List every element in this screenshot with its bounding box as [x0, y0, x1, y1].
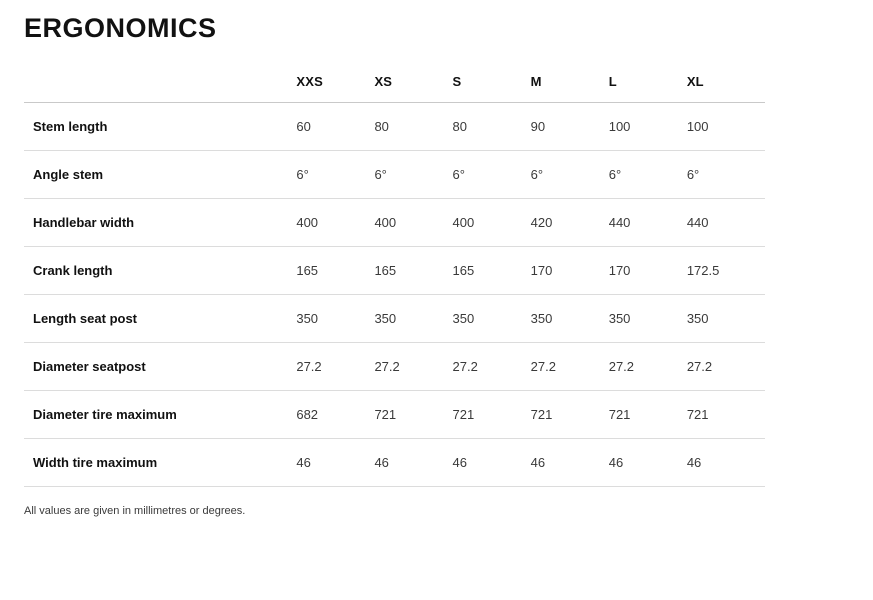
page-title: ERGONOMICS: [24, 13, 217, 43]
cell-value: 721: [686, 407, 709, 422]
table-footnote: All values are given in millimetres or degrees.: [24, 505, 246, 517]
cell-value: 46: [296, 455, 311, 470]
column-header-m: M: [530, 74, 542, 89]
cell-value: 27.2: [608, 359, 635, 374]
cell-value: 721: [530, 407, 553, 422]
cell-value: 80: [452, 119, 467, 134]
row-label: Diameter seatpost: [33, 359, 146, 374]
row-label: Angle stem: [33, 167, 104, 182]
cell-value: 721: [374, 407, 397, 422]
cell-value: 27.2: [686, 359, 713, 374]
cell-value: 400: [374, 215, 397, 230]
cell-value: 80: [374, 119, 389, 134]
cell-value: 400: [452, 215, 475, 230]
table-row: [24, 295, 765, 343]
cell-value: 420: [530, 215, 553, 230]
ergonomics-table: [24, 74, 765, 487]
row-label: Length seat post: [33, 311, 138, 326]
cell-value: 46: [686, 455, 702, 470]
cell-value: 46: [608, 455, 624, 470]
row-label: Diameter tire maximum: [33, 407, 177, 422]
cell-value: 90: [530, 119, 546, 134]
cell-value: 27.2: [296, 359, 322, 374]
cell-value: 350: [608, 311, 631, 326]
table-row: [24, 247, 765, 295]
cell-value: 46: [530, 455, 546, 470]
column-header-xs: XS: [374, 74, 393, 89]
cell-value: 6°: [296, 167, 309, 182]
cell-value: 682: [296, 407, 319, 422]
cell-value: 721: [608, 407, 631, 422]
cell-value: 170: [530, 263, 553, 278]
cell-value: 165: [452, 263, 475, 278]
table-corner-header: [24, 74, 296, 103]
cell-value: 6°: [686, 167, 700, 182]
cell-value: 6°: [374, 167, 387, 182]
cell-value: 6°: [452, 167, 465, 182]
cell-value: 350: [296, 311, 319, 326]
table-row: [24, 151, 765, 199]
cell-value: 350: [530, 311, 553, 326]
row-label: Width tire maximum: [33, 455, 158, 470]
table-body: [24, 103, 765, 487]
column-header-xxs: XXS: [296, 74, 323, 89]
cell-value: 440: [686, 215, 709, 230]
cell-value: 350: [374, 311, 397, 326]
column-header-s: S: [452, 74, 462, 89]
cell-value: 165: [296, 263, 319, 278]
cell-value: 27.2: [374, 359, 400, 374]
row-label: Stem length: [33, 119, 108, 134]
cell-value: 6°: [608, 167, 622, 182]
cell-value: 721: [452, 407, 475, 422]
cell-value: 27.2: [530, 359, 556, 374]
table-row: [24, 391, 765, 439]
table-row: [24, 343, 765, 391]
cell-value: 46: [374, 455, 389, 470]
table-row: [24, 439, 765, 487]
column-header-l: L: [608, 74, 617, 89]
cell-value: 46: [452, 455, 467, 470]
cell-value: 350: [686, 311, 709, 326]
table-header: [24, 74, 765, 103]
table-header-row: [24, 74, 765, 103]
column-header-xl: XL: [686, 74, 704, 89]
cell-value: 100: [686, 119, 709, 134]
cell-value: 170: [608, 263, 631, 278]
cell-value: 60: [296, 119, 311, 134]
cell-value: 100: [608, 119, 631, 134]
cell-value: 6°: [530, 167, 544, 182]
cell-value: 350: [452, 311, 475, 326]
cell-value: 440: [608, 215, 631, 230]
cell-value: 400: [296, 215, 319, 230]
row-label: Handlebar width: [33, 215, 135, 230]
cell-value: 165: [374, 263, 397, 278]
cell-value: 172.5: [686, 263, 720, 278]
table-row: [24, 199, 765, 247]
table-row: [24, 103, 765, 151]
cell-value: 27.2: [452, 359, 478, 374]
row-label: Crank length: [33, 263, 113, 278]
